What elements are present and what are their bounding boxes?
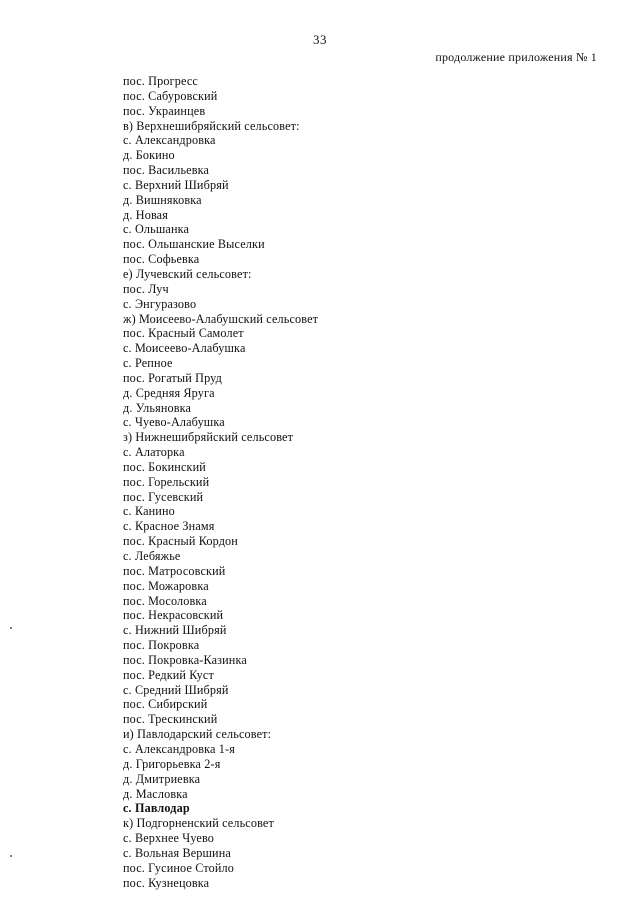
settlement-entry: с. Павлодар	[123, 801, 190, 816]
settlement-list	[123, 74, 318, 890]
settlement-entry: пос. Гусевский	[123, 489, 204, 504]
appendix-continuation-note: продолжение приложения № 1	[435, 50, 597, 64]
settlement-entry: пос. Красный Кордон	[123, 534, 238, 549]
settlement-entry: д. Вишняковка	[123, 192, 202, 207]
settlement-entry: пос. Прогресс	[123, 74, 198, 88]
settlement-entry: с. Средний Шибряй	[123, 682, 229, 697]
settlement-entry: с. Канино	[123, 504, 175, 519]
settlement-entry: пос. Софьевка	[123, 252, 200, 267]
settlement-entry: с. Чуево-Алабушка	[123, 415, 225, 430]
settlement-entry: пос. Мосоловка	[123, 593, 207, 608]
settlement-entry: пос. Сибирский	[123, 697, 208, 712]
settlement-entry: пос. Луч	[123, 281, 169, 296]
settlement-entry: ж) Моисеево-Алабушский сельсовет	[123, 311, 319, 326]
settlement-entry: пос. Покровка	[123, 638, 200, 653]
settlement-entry: д. Ульяновка	[123, 400, 192, 415]
settlement-entry: пос. Красный Самолет	[123, 326, 244, 341]
settlement-entry: пос. Бокинский	[123, 459, 206, 474]
page-number: 33	[313, 32, 327, 47]
settlement-entry: пос. Украинцев	[123, 103, 206, 118]
settlement-entry: с. Энгуразово	[123, 296, 197, 311]
settlement-entry: пос. Некрасовский	[123, 608, 224, 623]
settlement-entry: з) Нижнешибряйский сельсовет	[123, 430, 294, 445]
settlement-entry: с. Моисеево-Алабушка	[123, 341, 246, 356]
margin-mark	[10, 627, 12, 629]
settlement-entry: с. Ольшанка	[123, 222, 190, 237]
settlement-entry: с. Александровка	[123, 133, 216, 148]
settlement-entry: пос. Рогатый Пруд	[123, 370, 222, 385]
settlement-entry: с. Вольная Вершина	[123, 845, 231, 860]
settlement-entry: д. Масловка	[123, 786, 188, 801]
settlement-entry: с. Верхнее Чуево	[123, 831, 215, 846]
settlement-entry: с. Лебяжье	[123, 549, 181, 563]
settlement-entry: с. Красное Знамя	[123, 519, 215, 534]
settlement-entry: пос. Сабуровский	[123, 88, 218, 103]
settlement-entry: д. Средняя Яруга	[123, 385, 215, 400]
settlement-entry: с. Александровка 1-я	[123, 741, 235, 756]
settlement-entry: с. Репное	[123, 356, 173, 371]
settlement-entry: д. Дмитриевка	[123, 771, 201, 786]
settlement-entry: пос. Можаровка	[123, 578, 209, 593]
settlement-entry: пос. Васильевка	[123, 163, 210, 178]
settlement-entry: пос. Горельский	[123, 474, 210, 489]
settlement-entry: пос. Гусиное Стойло	[123, 860, 235, 875]
settlement-entry: пос. Трескинский	[123, 712, 218, 727]
settlement-entry: е) Лучевский сельсовет:	[123, 266, 252, 281]
settlement-entry: пос. Кузнецовка	[123, 875, 210, 890]
settlement-entry: пос. Матросовский	[123, 563, 226, 578]
settlement-entry: пос. Ольшанские Выселки	[123, 237, 265, 252]
margin-mark	[10, 855, 12, 857]
settlement-entry: пос. Покровка-Казинка	[123, 652, 247, 667]
settlement-entry: д. Новая	[123, 207, 168, 222]
settlement-entry: д. Бокино	[123, 148, 175, 163]
settlement-entry: с. Верхний Шибряй	[123, 177, 229, 192]
settlement-entry: с. Нижний Шибряй	[123, 623, 227, 638]
settlement-entry: с. Алаторка	[123, 445, 185, 460]
settlement-entry: и) Павлодарский сельсовет:	[123, 727, 272, 742]
settlement-entry: д. Григорьевка 2-я	[123, 756, 221, 771]
settlement-entry: в) Верхнешибряйский сельсовет:	[123, 118, 300, 133]
settlement-entry: пос. Редкий Куст	[123, 667, 214, 682]
settlement-entry: к) Подгорненский сельсовет	[123, 816, 274, 831]
